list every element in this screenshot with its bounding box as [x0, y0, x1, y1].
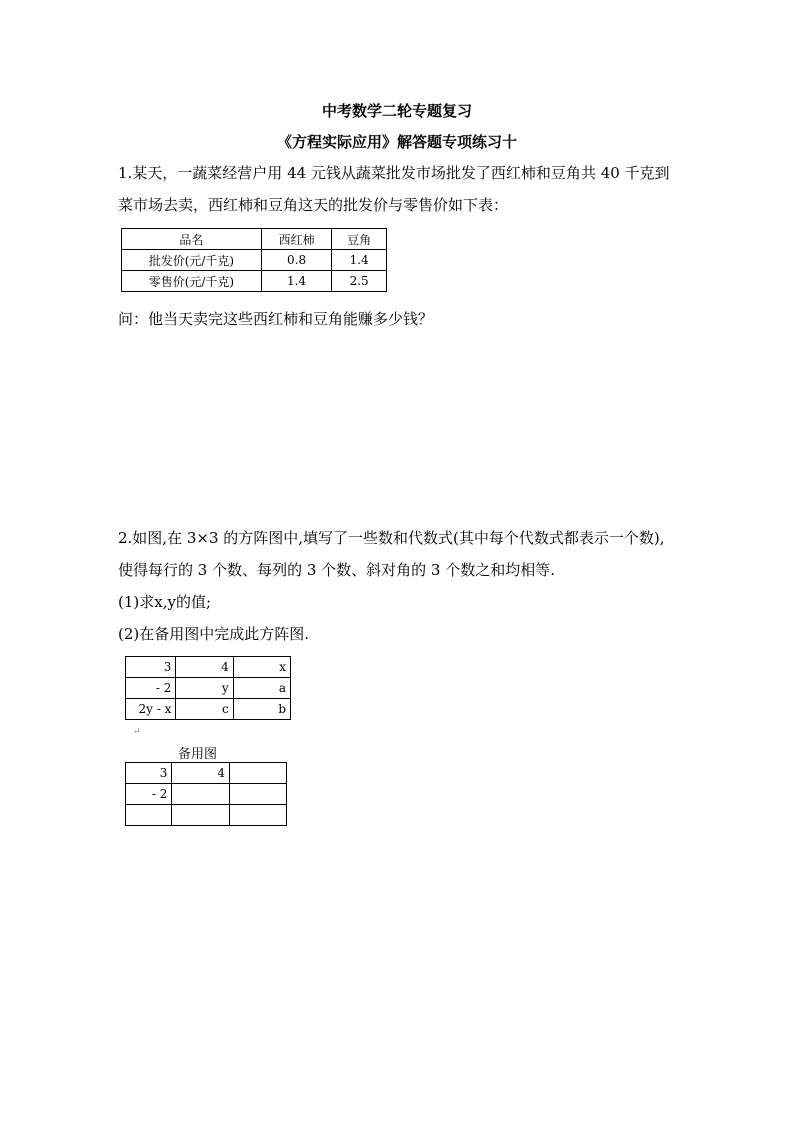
spare-grid — [125, 762, 287, 826]
page-title: 中考数学二轮专题复习 — [321, 102, 472, 120]
grid-cell: 4 — [172, 763, 230, 784]
grid-row — [126, 699, 291, 720]
grid-cell — [229, 784, 286, 805]
table-cell: 0.8 — [261, 250, 332, 271]
grid-cell: 4 — [176, 657, 233, 678]
table-cell: 零售价(元/千克) — [122, 271, 262, 292]
table-row — [122, 271, 387, 292]
q1-text-line1: 1.某天，一蔬菜经营户用 44 元钱从蔬菜批发市场批发了西红柿和豆角共 40 千克到 — [118, 164, 670, 182]
table-header-cell: 品名 — [122, 229, 262, 250]
q2-text-line2: 使得每行的 3 个数、每列的 3 个数、斜对角的 3 个数之和均相等. — [118, 561, 556, 579]
paragraph-mark: ↵ — [133, 727, 141, 737]
grid-cell — [126, 805, 172, 826]
spare-grid-label: 备用图 — [178, 747, 218, 762]
grid-row — [126, 805, 287, 826]
q2-sub2: (2)在备用图中完成此方阵图. — [118, 625, 310, 643]
grid-cell: - 2 — [126, 784, 172, 805]
grid-cell: b — [233, 699, 290, 720]
grid-cell — [172, 805, 230, 826]
grid-cell: x — [233, 657, 290, 678]
table-cell: 2.5 — [332, 271, 387, 292]
table-row — [122, 250, 387, 271]
magic-square-grid — [125, 656, 291, 720]
table-header-row — [122, 229, 387, 250]
q2-text-line1: 2.如图,在 3×3 的方阵图中,填写了一些数和代数式(其中每个代数式都表示一个数), — [118, 529, 665, 547]
table-cell: 1.4 — [332, 250, 387, 271]
grid-row — [126, 657, 291, 678]
grid-row — [126, 784, 287, 805]
page-subtitle: 《方程实际应用》解答题专项练习十 — [276, 133, 517, 151]
grid-cell — [229, 805, 286, 826]
grid-row — [126, 678, 291, 699]
grid-cell: 2y - x — [126, 699, 176, 720]
grid-cell — [229, 763, 286, 784]
grid-cell — [172, 784, 230, 805]
price-table — [121, 228, 387, 292]
q1-question: 问：他当天卖完这些西红柿和豆角能赚多少钱？ — [118, 310, 434, 328]
table-cell: 批发价(元/千克) — [122, 250, 262, 271]
q2-sub1: (1)求x,y的值; — [118, 593, 212, 611]
grid-cell: a — [233, 678, 290, 699]
q1-text-line2: 菜市场去卖，西红柿和豆角这天的批发价与零售价如下表： — [118, 196, 509, 214]
grid-cell: 3 — [126, 763, 172, 784]
grid-cell: y — [176, 678, 233, 699]
table-cell: 1.4 — [261, 271, 332, 292]
grid-cell: - 2 — [126, 678, 176, 699]
table-header-cell: 西红柿 — [261, 229, 332, 250]
grid-row — [126, 763, 287, 784]
table-header-cell: 豆角 — [332, 229, 387, 250]
grid-cell: c — [176, 699, 233, 720]
grid-cell: 3 — [126, 657, 176, 678]
